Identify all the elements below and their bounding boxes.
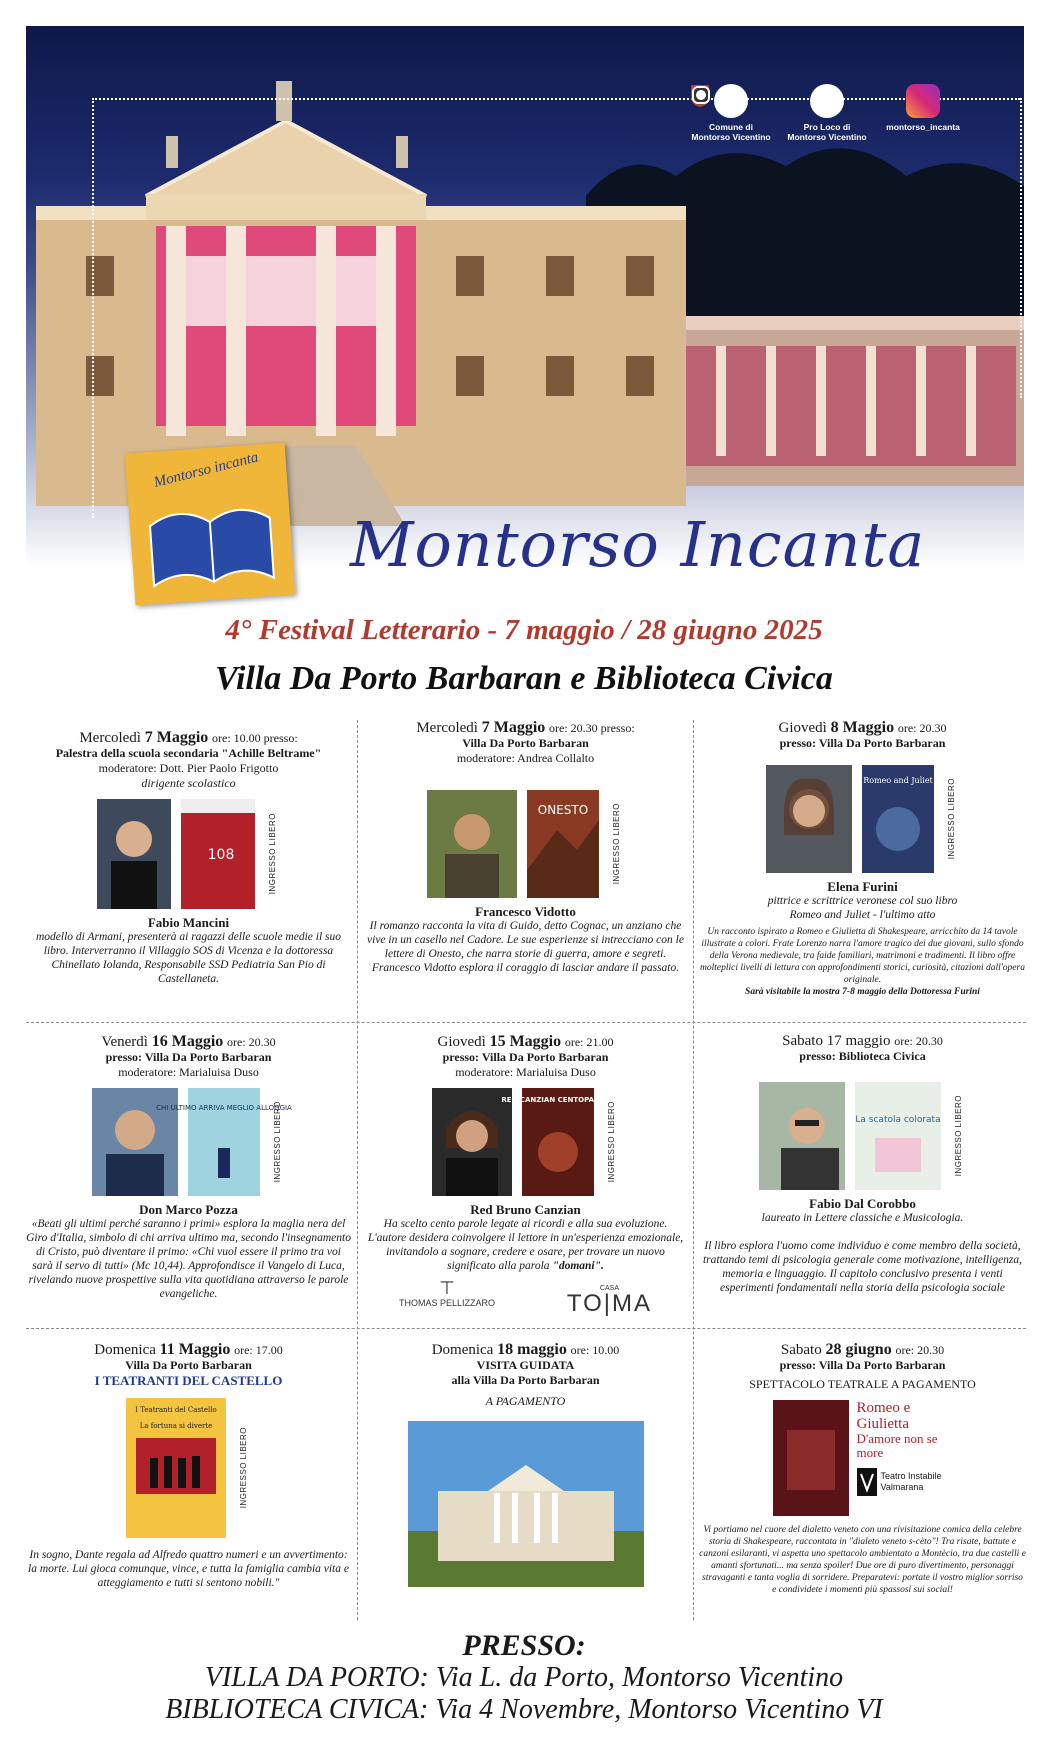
proloco-logo-label: Pro Loco di Montorso Vicentino <box>787 122 867 142</box>
sponsor-casa-toma: CASA TO|MA <box>566 1285 653 1317</box>
comune-logo-label: Comune di Montorso Vicentino <box>691 122 771 142</box>
event-place: presso: Villa Da Porto Barbaran <box>779 1358 946 1372</box>
svg-text:108: 108 <box>207 847 235 863</box>
instagram-logo[interactable] <box>882 84 964 142</box>
author-name: Elena Furini <box>827 879 898 894</box>
free-entry-label: INGRESSO LIBERO <box>947 778 956 860</box>
author-name: Fabio Dal Corobbo <box>809 1196 916 1211</box>
free-entry-label: INGRESSO LIBERO <box>268 813 277 895</box>
svg-text:CHI ULTIMO ARRIVA MEGLIO ALLOG: CHI ULTIMO ARRIVA MEGLIO ALLOGGIA <box>156 1104 292 1112</box>
show-poster-image <box>773 1400 849 1516</box>
dotted-frame-left <box>92 98 94 518</box>
address-biblioteca: BIBLIOTECA CIVICA: Via 4 Novembre, Montorso Vicentino VI <box>165 1694 883 1725</box>
show-title: Romeo e Giulietta <box>856 1400 911 1432</box>
moderator-role: dirigente scolastico <box>141 776 236 790</box>
author-photo <box>427 790 517 898</box>
svg-text:ONESTO: ONESTO <box>537 803 589 817</box>
event-card: Sabato 17 maggio ore: 20.30 presso: Biblioteca Civica La scatola colorata INGRESSO LIBERO Fabio Dal Corobbo laureato in Lettere classiche e Musicologia. Il libro esplora l'uomo come individuo e come membro della società, trattando temi di psicologia generale come motivazione, intelligenza, memoria e linguaggio. Il capitolo conclusivo presenta i venti esperimenti fondamentali nella storia della psicologia sociale <box>699 1034 1026 1295</box>
dotted-frame-right <box>1020 98 1022 398</box>
author-photo <box>432 1088 512 1196</box>
festival-title: Montorso Incanta <box>350 508 926 581</box>
author-name: Fabio Mancini <box>147 915 230 930</box>
event-place: presso: Villa Da Porto Barbaran <box>442 1050 609 1064</box>
svg-text:I Teatranti del Castello: I Teatranti del Castello <box>135 1406 217 1414</box>
book-title: Romeo and Juliet - l'ultimo atto <box>789 909 936 921</box>
sponsors <box>363 1278 688 1317</box>
author-name: Francesco Vidotto <box>475 904 576 919</box>
free-entry-label: INGRESSO LIBERO <box>612 803 621 885</box>
villa-photo <box>408 1421 644 1587</box>
event-moderator: moderatore: Andrea Collalto <box>456 751 595 765</box>
instagram-handle[interactable]: montorso_incanta <box>886 122 960 132</box>
svg-text:RED CANZIAN CENTOPAROLE: RED CANZIAN CENTOPAROLE <box>501 1096 615 1104</box>
author-name: Don Marco Pozza <box>139 1202 238 1217</box>
book-cover <box>855 1082 941 1190</box>
event-moderator: moderatore: Marialuisa Duso <box>118 1065 259 1079</box>
festival-venue: Villa Da Porto Barbaran e Biblioteca Civica <box>215 660 833 697</box>
author-role: pittrice e scrittrice veronese col suo libro <box>767 895 958 907</box>
show-subtitle: D'amore non se more <box>856 1431 938 1460</box>
event-description: In sogno, Dante regala ad Alfredo quattro numeri e un avvertimento: la morte. Lui gioca comunque, vince, e tutta la famiglia cambia vita e atteggiamento e tutti si sentono nobili." <box>28 1549 349 1589</box>
author-name: Red Bruno Canzian <box>470 1202 581 1217</box>
badge-text: Montorso incanta <box>152 449 261 491</box>
event-description: Il romanzo racconta la vita di Guido, detto Cognac, un anziano che vive in un casello nel Cadore. Le sue esperienze si intrecciano con le lettere di Onesto, che narra storie di guerra, amore e segreti. Francesco Vidotto esplora il coraggio di lasciar andare il passato. <box>367 920 684 974</box>
logo-bar <box>690 84 964 142</box>
event-moderator: moderatore: Dott. Pier Paolo Frigotto <box>98 761 279 775</box>
event-place: Villa Da Porto Barbaran <box>462 736 589 750</box>
instagram-icon <box>690 84 712 106</box>
event-place: alla Villa Da Porto Barbaran <box>451 1373 600 1387</box>
event-label: SPETTACOLO TEATRALE A PAGAMENTO <box>749 1377 976 1391</box>
column-divider <box>357 720 358 1620</box>
address-villa: VILLA DA PORTO: Via L. da Porto, Montorso Vicentino <box>204 1662 844 1693</box>
svg-text:Romeo and Juliet: Romeo and Juliet <box>863 776 933 785</box>
event-card: Mercoledì 7 Maggio ore: 10.00 presso: Palestra della scuola secondaria "Achille Beltrame" moderatore: Dott. Pier Paolo Frigotto dirigente scolastico 108 INGRESSO LIBERO Fabio Mancini modello di Armani, presenterà ai ragazzi delle scuole medie il suo libro. Interverranno il Villaggio SOS di Vicenza e la dottoressa Chinellato Iolanda, Responsabile SSD Pediatria San Pio di Castellaneta. <box>26 730 351 986</box>
event-card: Mercoledì 7 Maggio ore: 20.30 presso: Villa Da Porto Barbaran moderatore: Andrea Collalto ONESTO INGRESSO LIBERO Francesco Vidotto Il romanzo racconta la vita di Guido, detto Cognac, un anziano che vive in un casello nel Cadore. Le sue esperienze si intrecciano con le lettere di Onesto, che narra storie di guerra, amore e segreti. Francesco Vidotto esplora il coraggio di lasciar andare il passato. <box>363 720 688 975</box>
event-label: VISITA GUIDATA <box>476 1358 575 1372</box>
author-photo <box>766 765 852 873</box>
event-description: Un racconto ispirato a Romeo e Giulietta di Shakespeare, arricchito da 14 tavole illustrate a colori. Frate Lorenzo narra l'amore tragico dei due giovani, sullo sfondo della Verona medievale, tra faide familiari, matrimoni e tradimenti. Il libro offre molteplici livelli di lettura con approfondimenti storici, curiosità, citazioni dall'opera originale. <box>700 927 1025 985</box>
event-place: Villa Da Porto Barbaran <box>125 1358 252 1372</box>
event-card: Domenica 11 Maggio ore: 17.00 Villa Da Porto Barbaran I TEATRANTI DEL CASTELLO I Teatranti del Castello La fortuna si diverte INGRESSO LIBERO In sogno, Dante regala ad Alfredo quattro numeri e un avvertimento: la morte. Lui gioca comunque, vince, e tutta la famiglia cambia vita e atteggiamento e tutti si sentono nobili." <box>26 1342 351 1590</box>
column-divider <box>693 720 694 1620</box>
show-poster <box>699 1400 1026 1516</box>
event-place: presso: Biblioteca Civica <box>799 1049 926 1063</box>
book-cover <box>862 765 934 873</box>
row-divider <box>26 1328 1026 1329</box>
proloco-logo <box>786 84 868 142</box>
open-book-icon <box>138 487 285 597</box>
sponsor-thomas-pellizzaro: ⊤ THOMAS PELLIZZARO <box>398 1278 495 1308</box>
svg-text:La fortuna si diverte: La fortuna si diverte <box>139 1422 213 1430</box>
event-place: presso: Villa Da Porto Barbaran <box>105 1050 272 1064</box>
row-divider <box>26 1022 1026 1023</box>
book-cover <box>181 799 255 909</box>
event-place: presso: Villa Da Porto Barbaran <box>779 736 946 750</box>
theater-poster <box>126 1398 226 1538</box>
free-entry-label: INGRESSO LIBERO <box>954 1095 963 1177</box>
book-cover <box>527 790 599 898</box>
author-photo <box>97 799 171 909</box>
event-card: Giovedì 15 Maggio ore: 21.00 presso: Villa Da Porto Barbaran moderatore: Marialuisa Duso RED CANZIAN CENTOPAROLE INGRESSO LIBERO Red Bruno Canzian Ha scelto cento parole legate ai ricordi e alla sua evoluzione. L'autore desidera coinvolgere il lettore in un'esperienza emozionale, invitandolo a sognare, credere e osare, per trovare un nuovo significato alla parola "domani". ⊤ THOMAS PELLIZZARO CASA TO|MA <box>363 1034 688 1311</box>
author-role: laureato in Lettere classiche e Musicologia. <box>761 1212 964 1224</box>
footer-addresses <box>0 1630 1048 1726</box>
exhibition-note: Sarà visitabile la mostra 7-8 maggio della Dottoressa Furini <box>745 987 980 997</box>
festival-subtitle: 4° Festival Letterario - 7 maggio / 28 giugno 2025 <box>225 614 823 646</box>
free-entry-label: INGRESSO LIBERO <box>273 1101 282 1183</box>
event-card: Giovedì 8 Maggio ore: 20.30 presso: Villa Da Porto Barbaran Romeo and Juliet INGRESSO LIBERO Elena Furini pittrice e scrittrice veronese col suo libro Romeo and Juliet - l'ultimo atto Un racconto ispirato a Romeo e Giulietta di Shakespeare, arricchito da 14 tavole illustrate a colori. Frate Lorenzo narra l'amore tragico dei due giovani, sullo sfondo della Verona medievale, tra faide familiari, matrimoni e tradimenti. Il libro offre molteplici livelli di lettura con approfondimenti storici, curiosità, citazioni dall'opera originale. Sarà visitabile la mostra 7-8 maggio della Dottoressa Furini <box>700 719 1025 997</box>
festival-badge <box>125 443 295 606</box>
event-place: Palestra della scuola secondaria "Achille Beltrame" <box>55 746 322 760</box>
free-entry-label: INGRESSO LIBERO <box>607 1101 616 1183</box>
footer-heading: PRESSO: <box>462 1629 586 1662</box>
event-card: Sabato 28 giugno ore: 20.30 presso: Villa Da Porto Barbaran SPETTACOLO TEATRALE A PAGAMENTO Romeo e Giulietta D'amore non se more Teatro Instabile Valmarana Vi portiamo nel cuore del dialetto veneto con una rivisitazione comica della celebre storia di Shakespeare, raccontata in "dialeto veneto s-cèto"! Tra risate, battute e canzoni esilaranti, vi aspetta uno spettacolo ambientato a Montècio, tra due castelli e amanti sfortunati... ma senza spoiler! Due ore di puro divertimento, personaggi stravaganti e tanta voglia di sorridere. Preparatevi: portate il vostro miglior sorriso e condividete i momenti più spassosi sui social! <box>699 1341 1026 1595</box>
author-photo <box>759 1082 845 1190</box>
fee-label: A PAGAMENTO <box>485 1394 566 1408</box>
event-card: Domenica 18 maggio ore: 10.00 VISITA GUIDATA alla Villa Da Porto Barbaran A PAGAMENTO <box>363 1342 688 1591</box>
event-description: Ha scelto cento parole legate ai ricordi e alla sua evoluzione. L'autore desidera coinvolgere il lettore in un'esperienza emozionale, invitandolo a sognare, credere e osare, per trovare un nuovo significato alla parola <box>367 1218 684 1272</box>
theater-company-logo-icon <box>857 1468 877 1496</box>
event-moderator: moderatore: Marialuisa Duso <box>455 1065 596 1079</box>
svg-text:La scatola colorata: La scatola colorata <box>855 1115 941 1125</box>
theater-company: Teatro Instabile Valmarana <box>880 1471 942 1492</box>
event-description: Il libro esplora l'uomo come individuo e come membro della società, trattando temi di psicologia generale come motivazione, intelligenza, memoria e linguaggio. Il capitolo conclusivo presenta i venti esperimenti fondamentali nella storia della psicologia sociale <box>702 1240 1023 1294</box>
event-description: modello di Armani, presenterà ai ragazzi delle scuole medie il suo libro. Interverranno il Villaggio SOS di Vicenza e la dottoressa Chinellato Iolanda, Responsabile SSD Pediatria San Pio di Castellaneta. <box>35 931 342 985</box>
free-entry-label: INGRESSO LIBERO <box>239 1427 248 1509</box>
event-description: Vi portiamo nel cuore del dialetto veneto con una rivisitazione comica della celebre storia di Shakespeare, raccontata in "dialeto veneto s-cèto"! Tra risate, battute e canzoni esilaranti, vi aspetta uno spettacolo ambientato a Montècio, tra due castelli e amanti sfortunati... ma senza spoiler! Due ore di puro divertimento, personaggi stravaganti e tanta voglia di sorridere. Preparatevi: portate il vostro miglior sorriso e condividete i momenti più spassosi sui social! <box>699 1525 1026 1595</box>
theater-group: I TEATRANTI DEL CASTELLO <box>94 1373 283 1388</box>
event-card: Venerdì 16 Maggio ore: 20.30 presso: Villa Da Porto Barbaran moderatore: Marialuisa Duso CHI ULTIMO ARRIVA MEGLIO ALLOGGIA INGRESSO LIBERO Don Marco Pozza «Beati gli ultimi perché saranno i primi» esplora la maglia nera del Giro d'Italia, simbolo di chi arriva ultimo ma, secondo l'insegnamento di Cristo, può diventare il primo: «Chi vuol essere il primo tra voi sarà il servo di tutti» (Mc 10,44). Approfondisce il Vangelo di Luca, rivelando nuove prospettive sulla vita quotidiana attraverso le parole evangeliche. <box>26 1033 351 1300</box>
event-description: «Beati gli ultimi perché saranno i primi» esplora la maglia nera del Giro d'Italia, simbolo di chi arriva ultimo ma, secondo l'insegnamento di Cristo, può diventare il primo: «Chi vuol essere il primo tra voi sarà il servo di tutti» (Mc 10,44). Approfondisce il Vangelo di Luca, rivelando nuove prospettive sulla vita quotidiana attraverso le parole evangeliche. <box>26 1218 351 1300</box>
